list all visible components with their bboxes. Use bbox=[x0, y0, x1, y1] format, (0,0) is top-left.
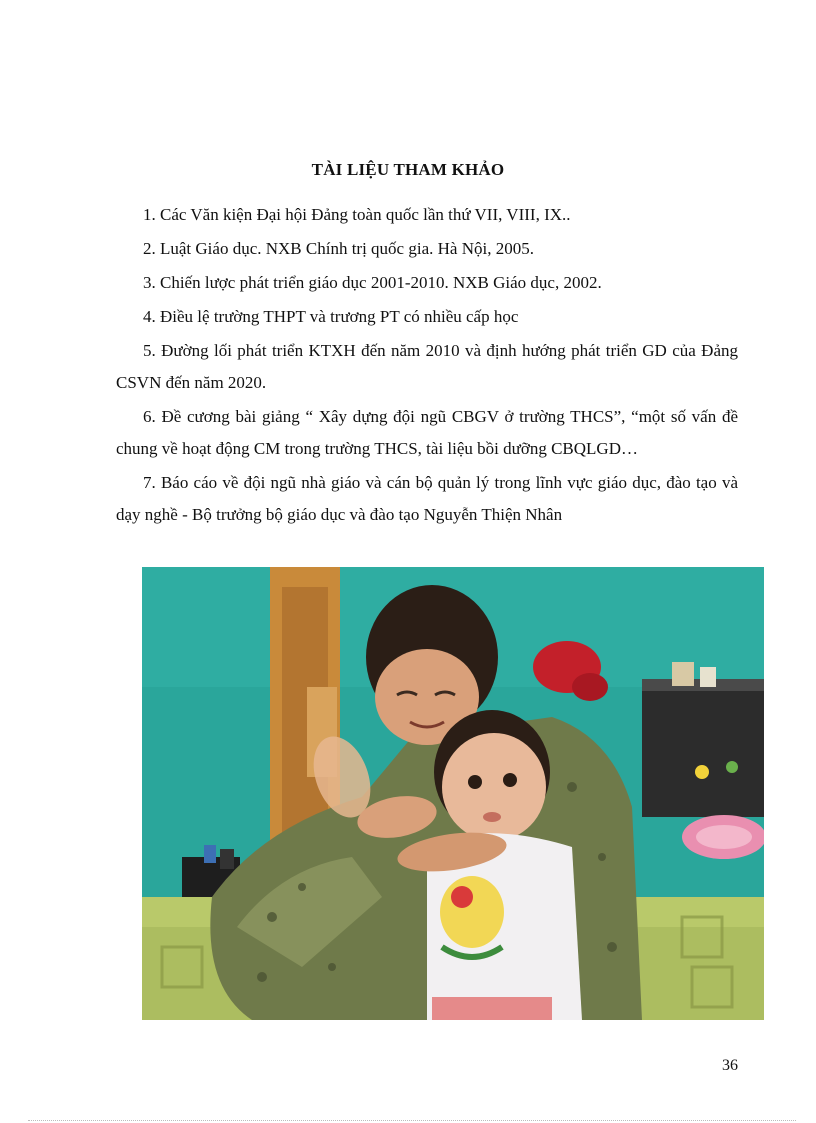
reference-item-2: 2. Luật Giáo dục. NXB Chính trị quốc gia. Hà Nội, 2005. bbox=[143, 239, 534, 258]
page-title: TÀI LIỆU THAM KHẢO bbox=[311, 160, 505, 179]
photo-baby-face bbox=[442, 733, 546, 841]
reference-item-5: 5. Đường lối phát triển KTXH đến năm 2010 và định hướng phát triển GD của Đảng CSVN đến năm 2020. bbox=[116, 341, 738, 392]
reference-item-4: 4. Điều lệ trường THPT và trương PT có nhiều cấp học bbox=[143, 307, 519, 326]
woman-holding-baby-photo bbox=[142, 567, 764, 1020]
reference-item-1: 1. Các Văn kiện Đại hội Đảng toàn quốc lần thứ VII, VIII, IX.. bbox=[143, 205, 571, 224]
photo-shelf bbox=[642, 687, 764, 817]
page-number: 36 bbox=[722, 1057, 738, 1074]
page-bottom-divider bbox=[28, 1120, 796, 1121]
reference-item-3: 3. Chiến lược phát triển giáo dục 2001-2010. NXB Giáo dục, 2002. bbox=[143, 273, 602, 292]
reference-item-7: 7. Báo cáo về đội ngũ nhà giáo và cán bộ quản lý trong lĩnh vực giáo dục, đào tạo và dạy nghề - Bộ trưởng bộ giáo dục và đào tạo Nguyễn Thiện Nhân bbox=[116, 473, 738, 524]
reference-item-6: 6. Đề cương bài giảng “ Xây dựng đội ngũ CBGV ở trường THCS”, “một số vấn đề chung về hoạt động CM trong trường THCS, tài liệu bồi dưỡng CBQLGD… bbox=[116, 407, 738, 458]
reference-list bbox=[116, 199, 738, 531]
